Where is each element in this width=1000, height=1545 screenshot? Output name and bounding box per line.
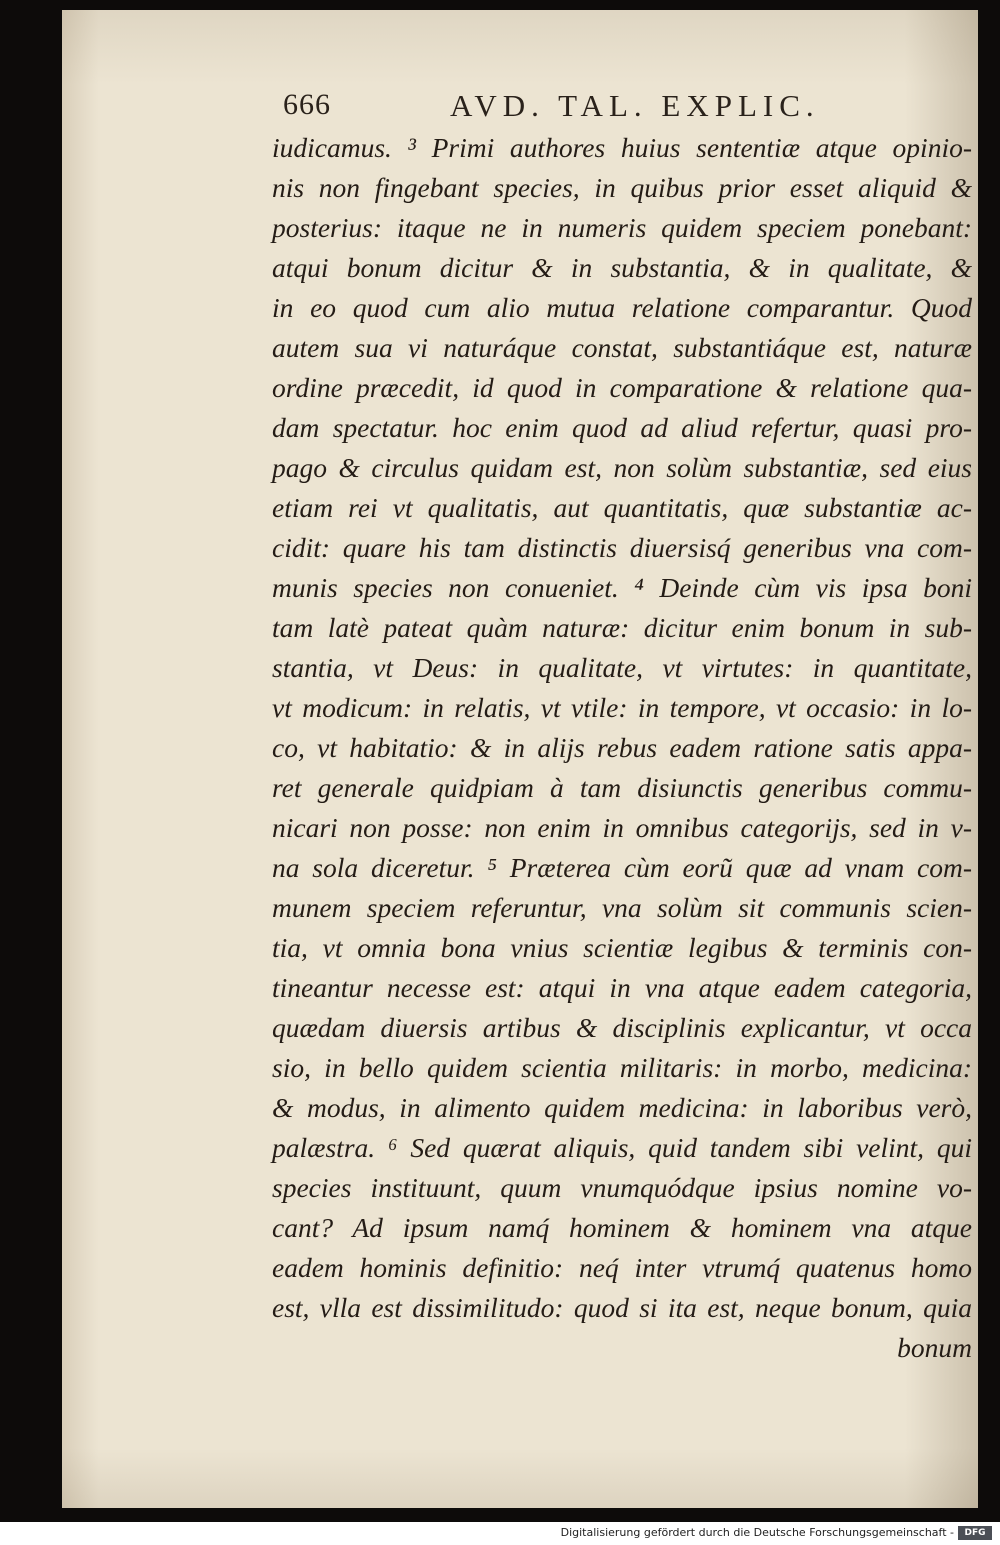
text-line: ret generale quidpiam à tam disiunctis generibus commu-: [272, 772, 972, 803]
text-line: nis non fingebant species, in quibus prior esset aliquid &: [272, 172, 972, 203]
text-line: etiam rei vt qualitatis, aut quantitatis, quæ substantiæ ac-: [272, 492, 972, 523]
text-line: palæstra. ⁶ Sed quærat aliquis, quid tandem sibi velint, qui: [272, 1132, 972, 1163]
text-line: species instituunt, quum vnumquódque ipsius nomine vo-: [272, 1172, 972, 1203]
funding-credit: Digitalisierung gefördert durch die Deutsche Forschungsgemeinschaft -: [560, 1526, 954, 1539]
text-line: tineantur necesse est: atqui in vna atque eadem categoria,: [272, 972, 972, 1003]
book-page: [62, 10, 978, 1508]
text-line: ordine præcedit, id quod in comparatione & relatione qua-: [272, 372, 972, 403]
text-line: munem speciem referuntur, vna solùm sit communis scien-: [272, 892, 972, 923]
footer-bar: [0, 1522, 1000, 1545]
text-line: stantia, vt Deus: in qualitate, vt virtutes: in quantitate,: [272, 652, 972, 683]
text-line: dam spectatur. hoc enim quod ad aliud refertur, quasi pro-: [272, 412, 972, 443]
page-number: 666: [283, 88, 331, 121]
text-line: nicari non posse: non enim in omnibus categorijs, sed in v-: [272, 812, 972, 843]
text-line: co, vt habitatio: & in alijs rebus eadem ratione satis appa-: [272, 732, 972, 763]
text-line: sio, in bello quidem scientia militaris: in morbo, medicina:: [272, 1052, 972, 1083]
running-head: AVD. TAL. EXPLIC.: [450, 88, 820, 123]
text-line: vt modicum: in relatis, vt vtile: in tempore, vt occasio: in lo-: [272, 692, 972, 723]
text-line: posterius: itaque ne in numeris quidem speciem ponebant:: [272, 212, 972, 243]
text-line: eadem hominis definitio: neq́ inter vtrumq́ quatenus homo: [272, 1252, 972, 1283]
dfg-logo-icon: DFG: [958, 1526, 992, 1540]
text-line: cidit: quare his tam distinctis diuersisq́ generibus vna com-: [272, 532, 972, 563]
text-line: tam latè pateat quàm naturæ: dicitur enim bonum in sub-: [272, 612, 972, 643]
text-line: munis species non conueniet. ⁴ Deinde cùm vis ipsa boni: [272, 572, 972, 603]
body-text: [272, 128, 972, 1368]
text-line: atqui bonum dicitur & in substantia, & in qualitate, &: [272, 252, 972, 283]
text-line: autem sua vi naturáque constat, substantiáque est, naturæ: [272, 332, 972, 363]
text-line: iudicamus. ³ Primi authores huius sententiæ atque opinio-: [272, 132, 972, 163]
text-line: in eo quod cum alio mutua relatione comparantur. Quod: [272, 292, 972, 323]
catchword: bonum: [897, 1332, 972, 1363]
text-line: na sola diceretur. ⁵ Præterea cùm eorũ quæ ad vnam com-: [272, 852, 972, 883]
text-line: tia, vt omnia bona vnius scientiæ legibus & terminis con-: [272, 932, 972, 963]
text-line: cant? Ad ipsum namq́ hominem & hominem vna atque: [272, 1212, 972, 1243]
text-line: est, vlla est dissimilitudo: quod si ita est, neque bonum, quia: [272, 1292, 972, 1323]
text-line: & modus, in alimento quidem medicina: in laboribus verò,: [272, 1092, 972, 1123]
text-line: pago & circulus quidam est, non solùm substantiæ, sed eius: [272, 452, 972, 483]
text-line: quædam diuersis artibus & disciplinis explicantur, vt occa: [272, 1012, 972, 1043]
